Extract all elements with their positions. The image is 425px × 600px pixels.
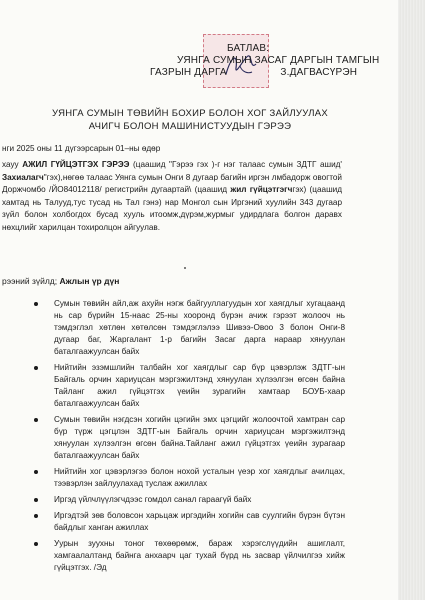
list-item: [0, 538, 345, 574]
bullet-icon: [34, 302, 38, 306]
bullet-icon: [34, 366, 38, 370]
approval-signatory: ГАЗРЫН ДАРГА З.ДАГВАСҮРЭН: [150, 67, 358, 78]
bullet-icon: [34, 498, 38, 502]
intro-text-4: гэх) (цаашид хамтад нь Талууд,тус тусад нь Тал гэнэ) нар Монгол сын Иргэний хуулийн 343 дугаар зүйл болон холбогдох бусад хууль итоомж,дүрэм,журмыг удирдлага болгон даравх нөхцлийг харилцан тохиролцон айгуулав.: [2, 185, 342, 232]
list-item-text: Нийтийн хог цэвэрлэгээ болон нохой усталын үеэр хог хаягдлыг ачилцах, тээвэрлэн зайлуулахад туслаж ажиллах: [54, 467, 345, 488]
list-item-text: Сумын төвийн айл,аж ахуйн нэгж байгууллагуудын хог хаягдлыг хугацаанд нь сар бүрийн 15-наас 25-ны хооронд бүрэн ачиж гэрээт жолооч нь тэмдэглэл хөтлөн хөтөлсөн тэмдэглэлээ Шивээ-Овоо 3 болон Онги-8 дугаар баг, Жаргалант 1-р багийн Засаг дарга нараар хянуулан баталгаажуулсан байх: [54, 299, 345, 356]
section-heading-prefix: рээний зүйлд;: [2, 276, 60, 286]
list-item: [0, 494, 345, 506]
list-item-text: Иргэдтэй зөв боловсон харьцаж иргэдийн хогийн сав суулгийн бүрэн бүтэн байдлыг ханган ажиллах: [54, 511, 345, 532]
list-item-text: Иргэд үйлчлүүлэгчдээс гомдол санал гараагүй байх: [54, 495, 252, 504]
results-list: [0, 298, 345, 578]
list-item: [0, 466, 345, 490]
document-title-line2: АЧИГЧ БОЛОН МАШИНИСТУУДЫН ГЭРЭЭ: [88, 121, 292, 132]
client-term: Захиалагч: [2, 172, 44, 182]
bullet-icon: [34, 542, 38, 546]
list-item: [0, 298, 345, 358]
bullet-icon: [34, 514, 38, 518]
section-heading-title: Ажлын үр дүн: [59, 276, 120, 286]
approval-org: УЯНГА СУМЫН ЗАСАГ ДАРГЫН ТАМГЫН: [177, 55, 380, 66]
bullet-icon: [34, 470, 38, 474]
document-title-line1: УЯНГА СУМЫН ТӨВИЙН БОХИР БОЛОН ХОГ ЗАЙЛУУЛАХ: [51, 108, 329, 119]
intro-paragraph: [2, 159, 342, 235]
intro-text-1: хауу: [2, 160, 23, 169]
date-line: нги 2025 оны 11 дүгээрсарын 01–ны өдөр: [2, 144, 161, 153]
intro-text-3: "гэх),нөгөө талаас Уянга сумын Онги 8 дугаар багийн иргэн лмбадорж овогтой Доржчомбо /ЙО84012118/ регистрийн дугаартай\ (цаашид: [2, 172, 342, 195]
list-item-text: Нийтийн эзэмшлийн талбайн хог хаягдлыг сар бүр цэвэрлэж ЗДТГ-ын Байгаль орчин хариуцсан мэргэжилтэнд хянуулан хүлээлгэн өгсөн байна Тайланг ажил гүйцэтгэх үеийн зурагийн хамтаар БОУБ-хаар баталгаажуулсан байх: [54, 363, 345, 408]
list-item-text: Сумын төвийн нэгдсэн хогийн цэгийн эмх цэгцийг жолоочтой хамтран сар бүр түрж цэгцлэн ЗДТГ-ын Байгаль орчин хариуцсан мэргэжилтэнд хянуулан хүлээлгэн өгсөн байна.Тайланг ажил гүйцэтгэх үеийн зурагаар баталгаажуулсан байх: [54, 415, 345, 460]
intro-text-2: (цаашид "Гэрээ гэх )-г нэг талаас сумын ЗДТГ ашид': [129, 160, 342, 169]
list-item: [0, 414, 345, 462]
contractor-term: жил гүйцэтгэгч: [230, 185, 293, 195]
list-item: [0, 510, 345, 534]
approval-label: БАТЛАВ:: [227, 43, 270, 54]
paper-speck: [184, 267, 186, 269]
list-item-text: Уурын зуухны тоног төхөөрөмж, бараж хэрэгслүүдийн ашиглалт, хамгаалалтанд байнга анхаарч цаг тухай бүрд нь засвар үйлчилгээ хийж гүйцэтгэх. /Эд: [54, 539, 345, 572]
section-heading: [2, 276, 119, 286]
stacked-page-edges: [398, 0, 425, 600]
list-item: [0, 362, 345, 410]
contract-type: АЖИЛ ГҮЙЦЭТГЭХ ГЭРЭЭ: [22, 160, 130, 169]
bullet-icon: [34, 418, 38, 422]
